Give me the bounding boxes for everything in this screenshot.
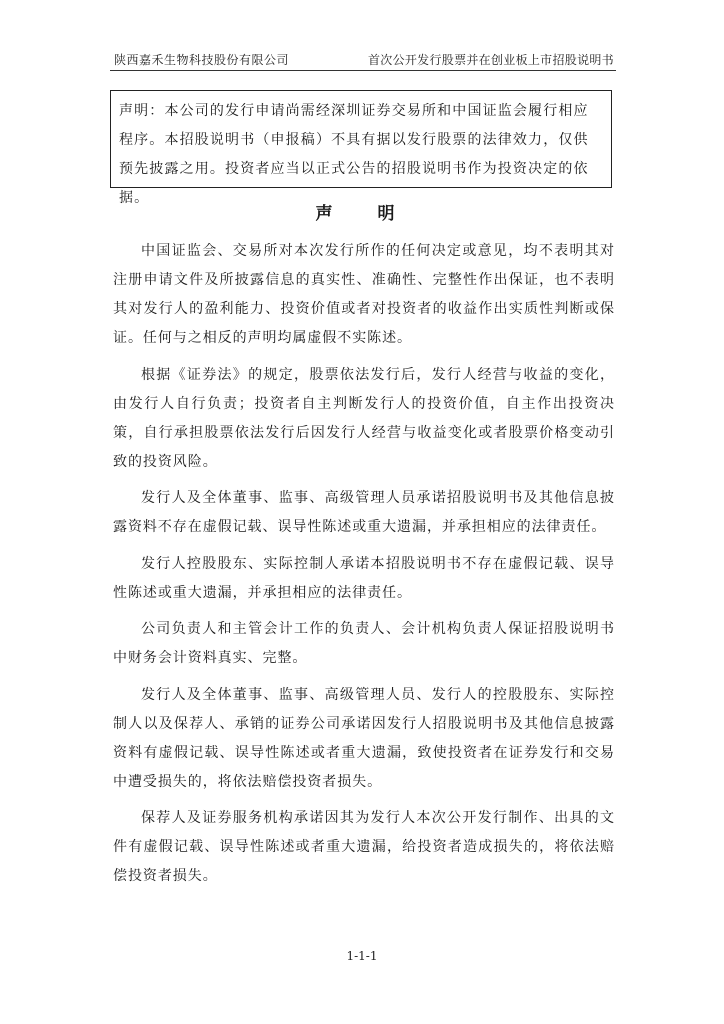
paragraph-financial-guarantee: 公司负责人和主管会计工作的负责人、会计机构负责人保证招股说明书中财务会计资料真实、完整。 xyxy=(113,621,615,666)
page-header xyxy=(110,50,616,71)
header-company-name: 陕西嘉禾生物科技股份有限公司 xyxy=(114,53,290,67)
paragraph-compensation-commitment: 发行人及全体董事、监事、高级管理人员、发行人的控股股东、实际控制人以及保荐人、承销的证券公司承诺因发行人招股说明书及其他信息披露资料有虚假记载、误导性陈述或者重大遗漏，致使投资者在证券发行和交易中遭受损失的，将依法赔偿投资者损失。 xyxy=(113,686,615,790)
page-number: 1-1-1 xyxy=(346,949,378,963)
paragraph-directors-commitment: 发行人及全体董事、监事、高级管理人员承诺招股说明书及其他信息披露资料不存在虚假记载、误导性陈述或重大遗漏，并承担相应的法律责任。 xyxy=(113,490,615,535)
paragraph-securities-law: 根据《证券法》的规定，股票依法发行后，发行人经营与收益的变化，由发行人自行负责；投资者自主判断发行人的投资价值，自主作出投资决策，自行承担股票依法发行后因发行人经营与收益变化或者股票价格变动引致的投资风险。 xyxy=(113,366,615,470)
paragraph-regulator-disclaimer: 中国证监会、交易所对本次发行所作的任何决定或意见，均不表明其对注册申请文件及所披露信息的真实性、准确性、完整性作出保证，也不表明其对发行人的盈利能力、投资价值或者对投资者的收益作出实质性判断或保证。任何与之相反的声明均属虚假不实陈述。 xyxy=(113,243,615,346)
paragraph-controlling-shareholder-commitment: 发行人控股股东、实际控制人承诺本招股说明书不存在虚假记载、误导性陈述或重大遗漏，并承担相应的法律责任。 xyxy=(113,555,615,601)
paragraph-sponsor-commitment: 保荐人及证券服务机构承诺因其为发行人本次公开发行制作、出具的文件有虚假记载、误导性陈述或者重大遗漏，给投资者造成损失的，将依法赔偿投资者损失。 xyxy=(113,810,615,884)
section-title: 声 明 xyxy=(315,204,409,224)
header-document-title: 首次公开发行股票并在创业板上市招股说明书 xyxy=(367,53,614,67)
declaration-body xyxy=(113,237,615,899)
preliminary-notice-box: 声明：本公司的发行申请尚需经深圳证券交易所和中国证监会履行相应程序。本招股说明书（申报稿）不具有据以发行股票的法律效力，仅供预先披露之用。投资者应当以正式公告的招股说明书作为投资决定的依据。 xyxy=(110,90,612,188)
